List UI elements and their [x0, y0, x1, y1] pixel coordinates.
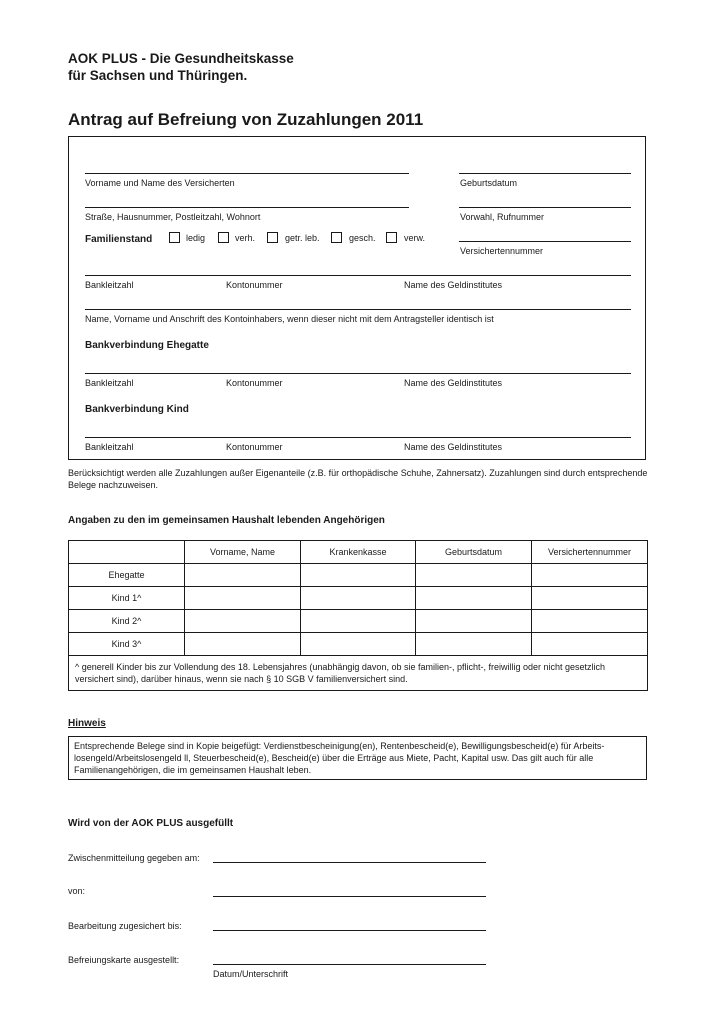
checkbox-ledig[interactable] — [169, 232, 180, 243]
input-cell[interactable] — [416, 587, 532, 610]
bank-field-line[interactable] — [85, 275, 631, 276]
household-footnote: ^ generell Kinder bis zur Vollendung des 18. Lebensjahres (unabhängig davon, ob sie familien-, pflicht-, freiwillig oder nicht gesetzlich versichert sind), darüber hinaus, wenn sie nach § 10 SGB V familienversichert sind. — [69, 656, 648, 691]
input-cell[interactable] — [532, 564, 648, 587]
row-label-kind-3: Kind 3^ — [69, 633, 185, 656]
birthdate-field-line[interactable] — [459, 173, 631, 174]
account-holder-label: Name, Vorname und Anschrift des Kontoinhabers, wenn dieser nicht mit dem Antragsteller identisch ist — [85, 314, 494, 324]
checkbox-getr-leb[interactable] — [267, 232, 278, 243]
signature-label: Datum/Unterschrift — [213, 969, 289, 979]
insurance-number-label: Versichertennummer — [460, 246, 544, 256]
name-label: Vorname und Name des Versicherten — [85, 178, 235, 188]
bank-name-label: Name des Geldinstitutes — [404, 280, 503, 290]
insurer-name: AOK PLUS - Die Gesundheitskasse — [68, 51, 294, 66]
phone-field-line[interactable] — [459, 207, 631, 208]
input-cell[interactable] — [301, 564, 416, 587]
from-label: von: — [68, 886, 86, 896]
blz-label: Bankleitzahl — [85, 280, 134, 290]
household-heading: Angaben zu den im gemeinsamen Haushalt lebenden Angehörigen — [68, 515, 385, 526]
processing-until-label: Bearbeitung zugesichert bis: — [68, 921, 182, 931]
input-cell[interactable] — [185, 633, 301, 656]
checkbox-gesch[interactable] — [331, 232, 342, 243]
insurance-number-field-line[interactable] — [459, 241, 631, 242]
input-cell[interactable] — [301, 610, 416, 633]
spouse-bank-heading: Bankverbindung Ehegatte — [85, 340, 209, 351]
spouse-bank-field-line[interactable] — [85, 373, 631, 374]
hinweis-text: Entsprechende Belege sind in Kopie beigefügt: Verdienstbescheinigung(en), Rentenbescheid(e), Bewilligungsbescheid(e) für Arbeits-losengeld/Arbeitslosengeld ll, Steuerbescheid(e), Bescheid(e) über die Erträge aus Miete, Pacht, Kapital usw. Das gilt auch für alle Familienangehörigen, die im gemeinsamen Haushalt leben. — [68, 736, 647, 780]
household-table — [68, 540, 648, 691]
input-cell[interactable] — [185, 564, 301, 587]
name-field-line[interactable] — [85, 173, 409, 174]
copayment-note: Berücksichtigt werden alle Zuzahlungen außer Eigenanteile (z.B. für orthopädische Schuhe, Zahnersatz). Zuzahlungen sind durch entsprechende Belege nachzuweisen. — [68, 468, 648, 490]
interim-notice-field-line[interactable] — [213, 862, 486, 863]
checkbox-verw[interactable] — [386, 232, 397, 243]
from-field-line[interactable] — [213, 896, 486, 897]
spouse-blz-label: Bankleitzahl — [85, 378, 134, 388]
processing-until-field-line[interactable] — [213, 930, 486, 931]
input-cell[interactable] — [416, 610, 532, 633]
spouse-bank-name-label: Name des Geldinstitutes — [404, 378, 503, 388]
office-use-heading: Wird von der AOK PLUS ausgefüllt — [68, 818, 234, 829]
table-row — [69, 587, 648, 610]
table-row — [69, 564, 648, 587]
child-bank-heading: Bankverbindung Kind — [85, 404, 189, 415]
exemption-card-field-line[interactable] — [213, 964, 486, 965]
address-label: Straße, Hausnummer, Postleitzahl, Wohnort — [85, 212, 261, 222]
page-title: Antrag auf Befreiung von Zuzahlungen 2011 — [68, 110, 424, 129]
input-cell[interactable] — [301, 587, 416, 610]
input-cell[interactable] — [532, 610, 648, 633]
option-gesch-label: gesch. — [349, 233, 376, 243]
option-verh-label: verh. — [235, 233, 256, 243]
table-row — [69, 633, 648, 656]
insurer-region: für Sachsen und Thüringen. — [68, 68, 248, 83]
row-label-kind-2: Kind 2^ — [69, 610, 185, 633]
table-row — [69, 610, 648, 633]
column-header: Vorname, Name — [185, 541, 301, 564]
option-ledig-label: ledig — [186, 233, 206, 243]
child-account-number-label: Kontonummer — [226, 442, 283, 452]
row-label-ehegatte: Ehegatte — [69, 564, 185, 587]
child-bank-field-line[interactable] — [85, 437, 631, 438]
option-verw-label: verw. — [404, 233, 426, 243]
phone-label: Vorwahl, Rufnummer — [460, 212, 545, 222]
option-getr-leb-label: getr. leb. — [285, 233, 320, 243]
hinweis-heading: Hinweis — [68, 718, 106, 729]
address-field-line[interactable] — [85, 207, 409, 208]
child-blz-label: Bankleitzahl — [85, 442, 134, 452]
input-cell[interactable] — [185, 587, 301, 610]
table-footnote-row — [69, 656, 648, 691]
spouse-account-number-label: Kontonummer — [226, 378, 283, 388]
checkbox-verh[interactable] — [218, 232, 229, 243]
column-header: Krankenkasse — [301, 541, 416, 564]
marital-status-label: Familienstand — [85, 234, 153, 245]
column-header — [69, 541, 185, 564]
column-header: Versichertennummer — [532, 541, 648, 564]
interim-notice-label: Zwischenmitteilung gegeben am: — [68, 853, 200, 863]
input-cell[interactable] — [416, 633, 532, 656]
exemption-card-label: Befreiungskarte ausgestellt: — [68, 955, 180, 965]
input-cell[interactable] — [532, 587, 648, 610]
birthdate-label: Geburtsdatum — [460, 178, 518, 188]
input-cell[interactable] — [416, 564, 532, 587]
child-bank-name-label: Name des Geldinstitutes — [404, 442, 503, 452]
account-number-label: Kontonummer — [226, 280, 283, 290]
row-label-kind-1: Kind 1^ — [69, 587, 185, 610]
account-holder-field-line[interactable] — [85, 309, 631, 310]
input-cell[interactable] — [532, 633, 648, 656]
input-cell[interactable] — [185, 610, 301, 633]
table-header-row — [69, 541, 648, 564]
column-header: Geburtsdatum — [416, 541, 532, 564]
input-cell[interactable] — [301, 633, 416, 656]
